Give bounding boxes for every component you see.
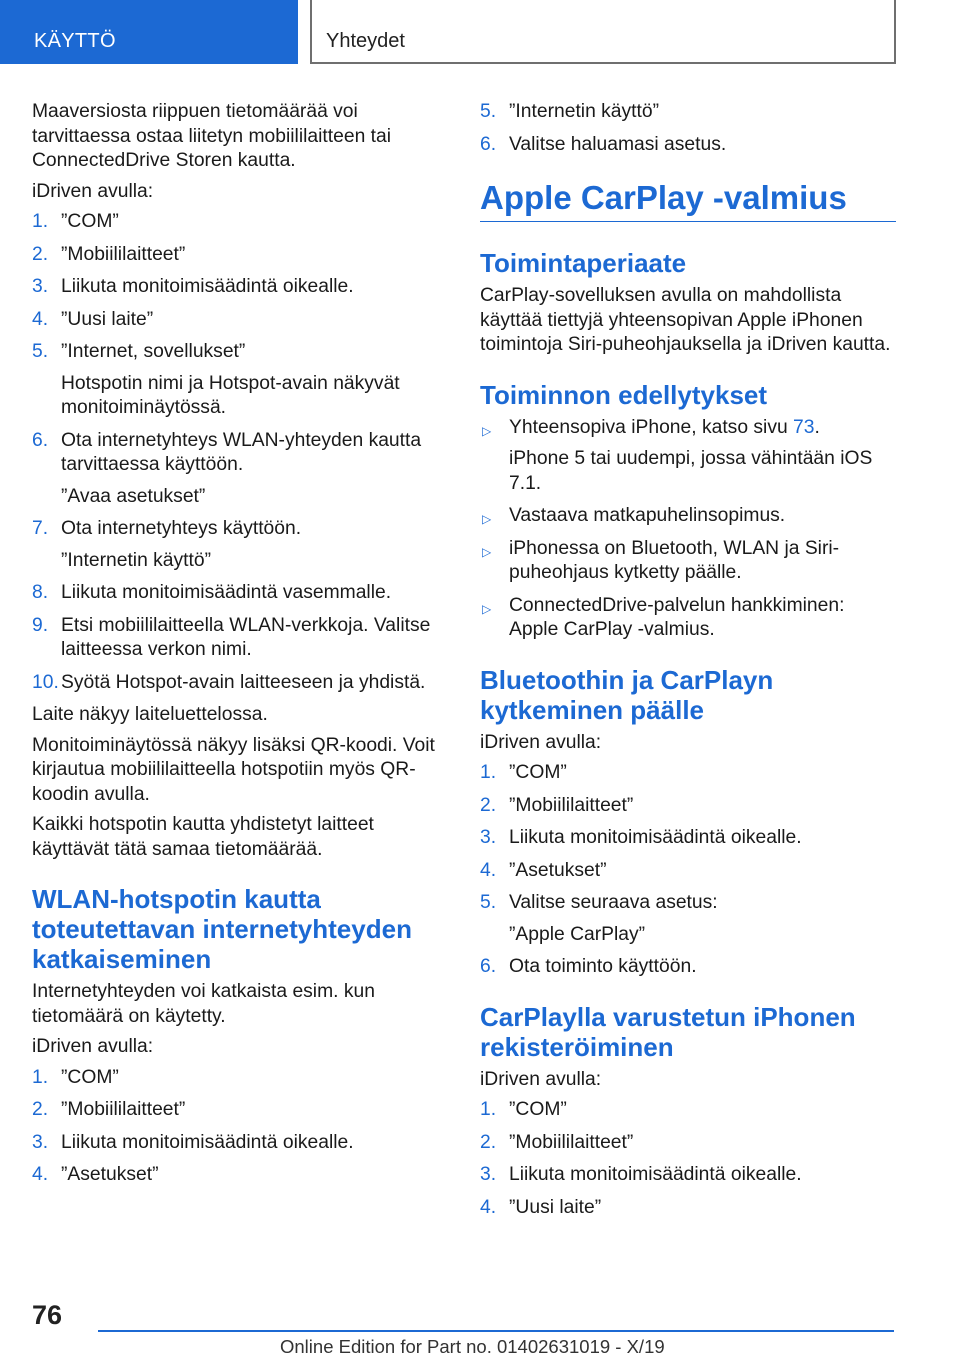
- idrive-label: iDriven avulla:: [480, 731, 602, 753]
- list-item: 6. Ota internetyhteys WLAN-yhteyden kautta tarvittaessa käyttöön. ”Avaa asetukset”: [32, 429, 422, 507]
- chapter-title: Apple CarPlay -valmius: [480, 179, 896, 222]
- list-item: 6. Valitse haluamasi asetus.: [480, 133, 727, 155]
- idrive-label: iDriven avulla:: [32, 180, 154, 202]
- section-heading: Bluetoothin ja CarPlayn kytkeminen päälle: [480, 664, 774, 725]
- paragraph: Laite näkyy laiteluettelossa.: [32, 704, 268, 725]
- list-item: 4. ”Uusi laite”: [480, 1196, 602, 1218]
- page-number: 76: [32, 1300, 63, 1330]
- list-item: 7. Ota internetyhteys käyttöön. ”Internetin käyttö”: [32, 518, 302, 571]
- requirements-list: [480, 416, 896, 643]
- section-heading: Toiminnon edellytykset: [480, 379, 768, 410]
- list-item: 2. ”Mobiililaitteet”: [32, 1099, 186, 1120]
- list-item: 3. Liikuta monitoimisäädintä oikealle.: [32, 1131, 354, 1153]
- footer-edition: Online Edition for Part no. 01402631019 - X/19: [280, 1336, 665, 1357]
- list-item: 6. Ota toiminto käyttöön.: [480, 956, 697, 977]
- list-item: 2. ”Mobiililaitteet”: [480, 1131, 634, 1153]
- list-item: ▷ iPhonessa on Bluetooth, WLAN ja Siri-puheohjaus kytketty päälle.: [482, 537, 840, 583]
- intro-paragraph: Maaversiosta riippuen tietomäärää voi tarvittaessa ostaa liitetyn mobiililaitteen tai ConnectedDrive Storen kautta.: [32, 101, 392, 171]
- paragraph: Kaikki hotspotin kautta yhdistetyt laitteet käyttävät tätä samaa tietomäärää.: [32, 814, 374, 860]
- list-item: 5. ”Internet, sovellukset” Hotspotin nimi ja Hotspot-avain näkyvät monitoiminäytössä.: [32, 341, 400, 418]
- section-heading: CarPlaylla varustetun iPhonen rekisteröiminen: [480, 1001, 856, 1062]
- idrive-label: iDriven avulla:: [480, 1068, 602, 1090]
- list-item: 1. ”COM”: [480, 762, 567, 783]
- list-item: 4. ”Asetukset”: [32, 1164, 159, 1185]
- list-item: 10. Syötä Hotspot-avain laitteeseen ja yhdistä.: [32, 671, 426, 693]
- triangle-bullet-icon: ▷: [482, 512, 492, 526]
- list-item: 8. Liikuta monitoimisäädintä vasemmalle.: [32, 582, 392, 603]
- right-column: [480, 100, 896, 1228]
- section-heading: Toimintaperiaate: [480, 248, 687, 278]
- continued-steps: [480, 100, 896, 157]
- section-heading: WLAN-hotspotin kautta toteutettavan internetyhteyden katkaiseminen: [32, 884, 412, 974]
- bluetooth-steps: [480, 761, 896, 980]
- triangle-bullet-icon: ▷: [482, 544, 492, 559]
- triangle-bullet-icon: ▷: [482, 601, 492, 616]
- page-link[interactable]: 73: [793, 416, 815, 438]
- list-item: 3. Liikuta monitoimisäädintä oikealle.: [32, 276, 354, 297]
- list-item: 2. ”Mobiililaitteet”: [480, 794, 634, 816]
- list-item: 4. ”Uusi laite”: [32, 308, 154, 330]
- list-item: 1. ”COM”: [32, 1066, 119, 1088]
- paragraph: Internetyhteyden voi katkaista esim. kun tietomäärä on käytetty.: [32, 981, 375, 1027]
- list-item: 4. ”Asetukset”: [480, 859, 607, 881]
- list-item: 9. Etsi mobiililaitteella WLAN-verkkoja. Valitse laitteessa verkon nimi.: [32, 614, 431, 660]
- list-item: 3. Liikuta monitoimisäädintä oikealle.: [480, 1164, 802, 1185]
- list-item: 3. Liikuta monitoimisäädintä oikealle.: [480, 827, 802, 848]
- chapter-label: KÄYTTÖ: [34, 30, 116, 52]
- left-column: [32, 100, 437, 1196]
- list-item: 5. Valitse seuraava asetus: ”Apple CarPlay”: [480, 892, 718, 945]
- disconnect-steps: [32, 1066, 437, 1188]
- section-label: Yhteydet: [326, 30, 405, 52]
- list-item: 5. ”Internetin käyttö”: [480, 101, 660, 122]
- paragraph: CarPlay-sovelluksen avulla on mahdollista käyttää tiettyjä yhteensopivan Apple iPhonen toimintoja Siri-puheohjauksella ja iDriven kautta.: [480, 285, 891, 355]
- list-item: 2. ”Mobiililaitteet”: [32, 243, 186, 265]
- section-tab: [310, 0, 896, 64]
- footer-rule: [98, 1330, 894, 1332]
- list-item: 1. ”COM”: [32, 211, 119, 232]
- list-item: 1. ”COM”: [480, 1099, 567, 1120]
- idrive-label: iDriven avulla:: [32, 1036, 154, 1057]
- list-item: ▷ ConnectedDrive-palvelun hankkiminen: Apple CarPlay -valmius.: [482, 594, 845, 640]
- chapter-tab: [0, 0, 298, 64]
- hotspot-steps: [32, 210, 437, 695]
- triangle-bullet-icon: ▷: [482, 423, 492, 438]
- list-item: ▷ Vastaava matkapuhelinsopimus.: [480, 504, 896, 529]
- register-steps: [480, 1098, 896, 1220]
- paragraph: Monitoiminäytössä näkyy lisäksi QR-koodi. Voit kirjautua mobiililaitteella hotspotiin myös QR-koodin avulla.: [32, 734, 435, 805]
- list-item: ▷ Yhteensopiva iPhone, katso sivu 73. iPhone 5 tai uudempi, jossa vähintään iOS 7.1.: [482, 416, 873, 494]
